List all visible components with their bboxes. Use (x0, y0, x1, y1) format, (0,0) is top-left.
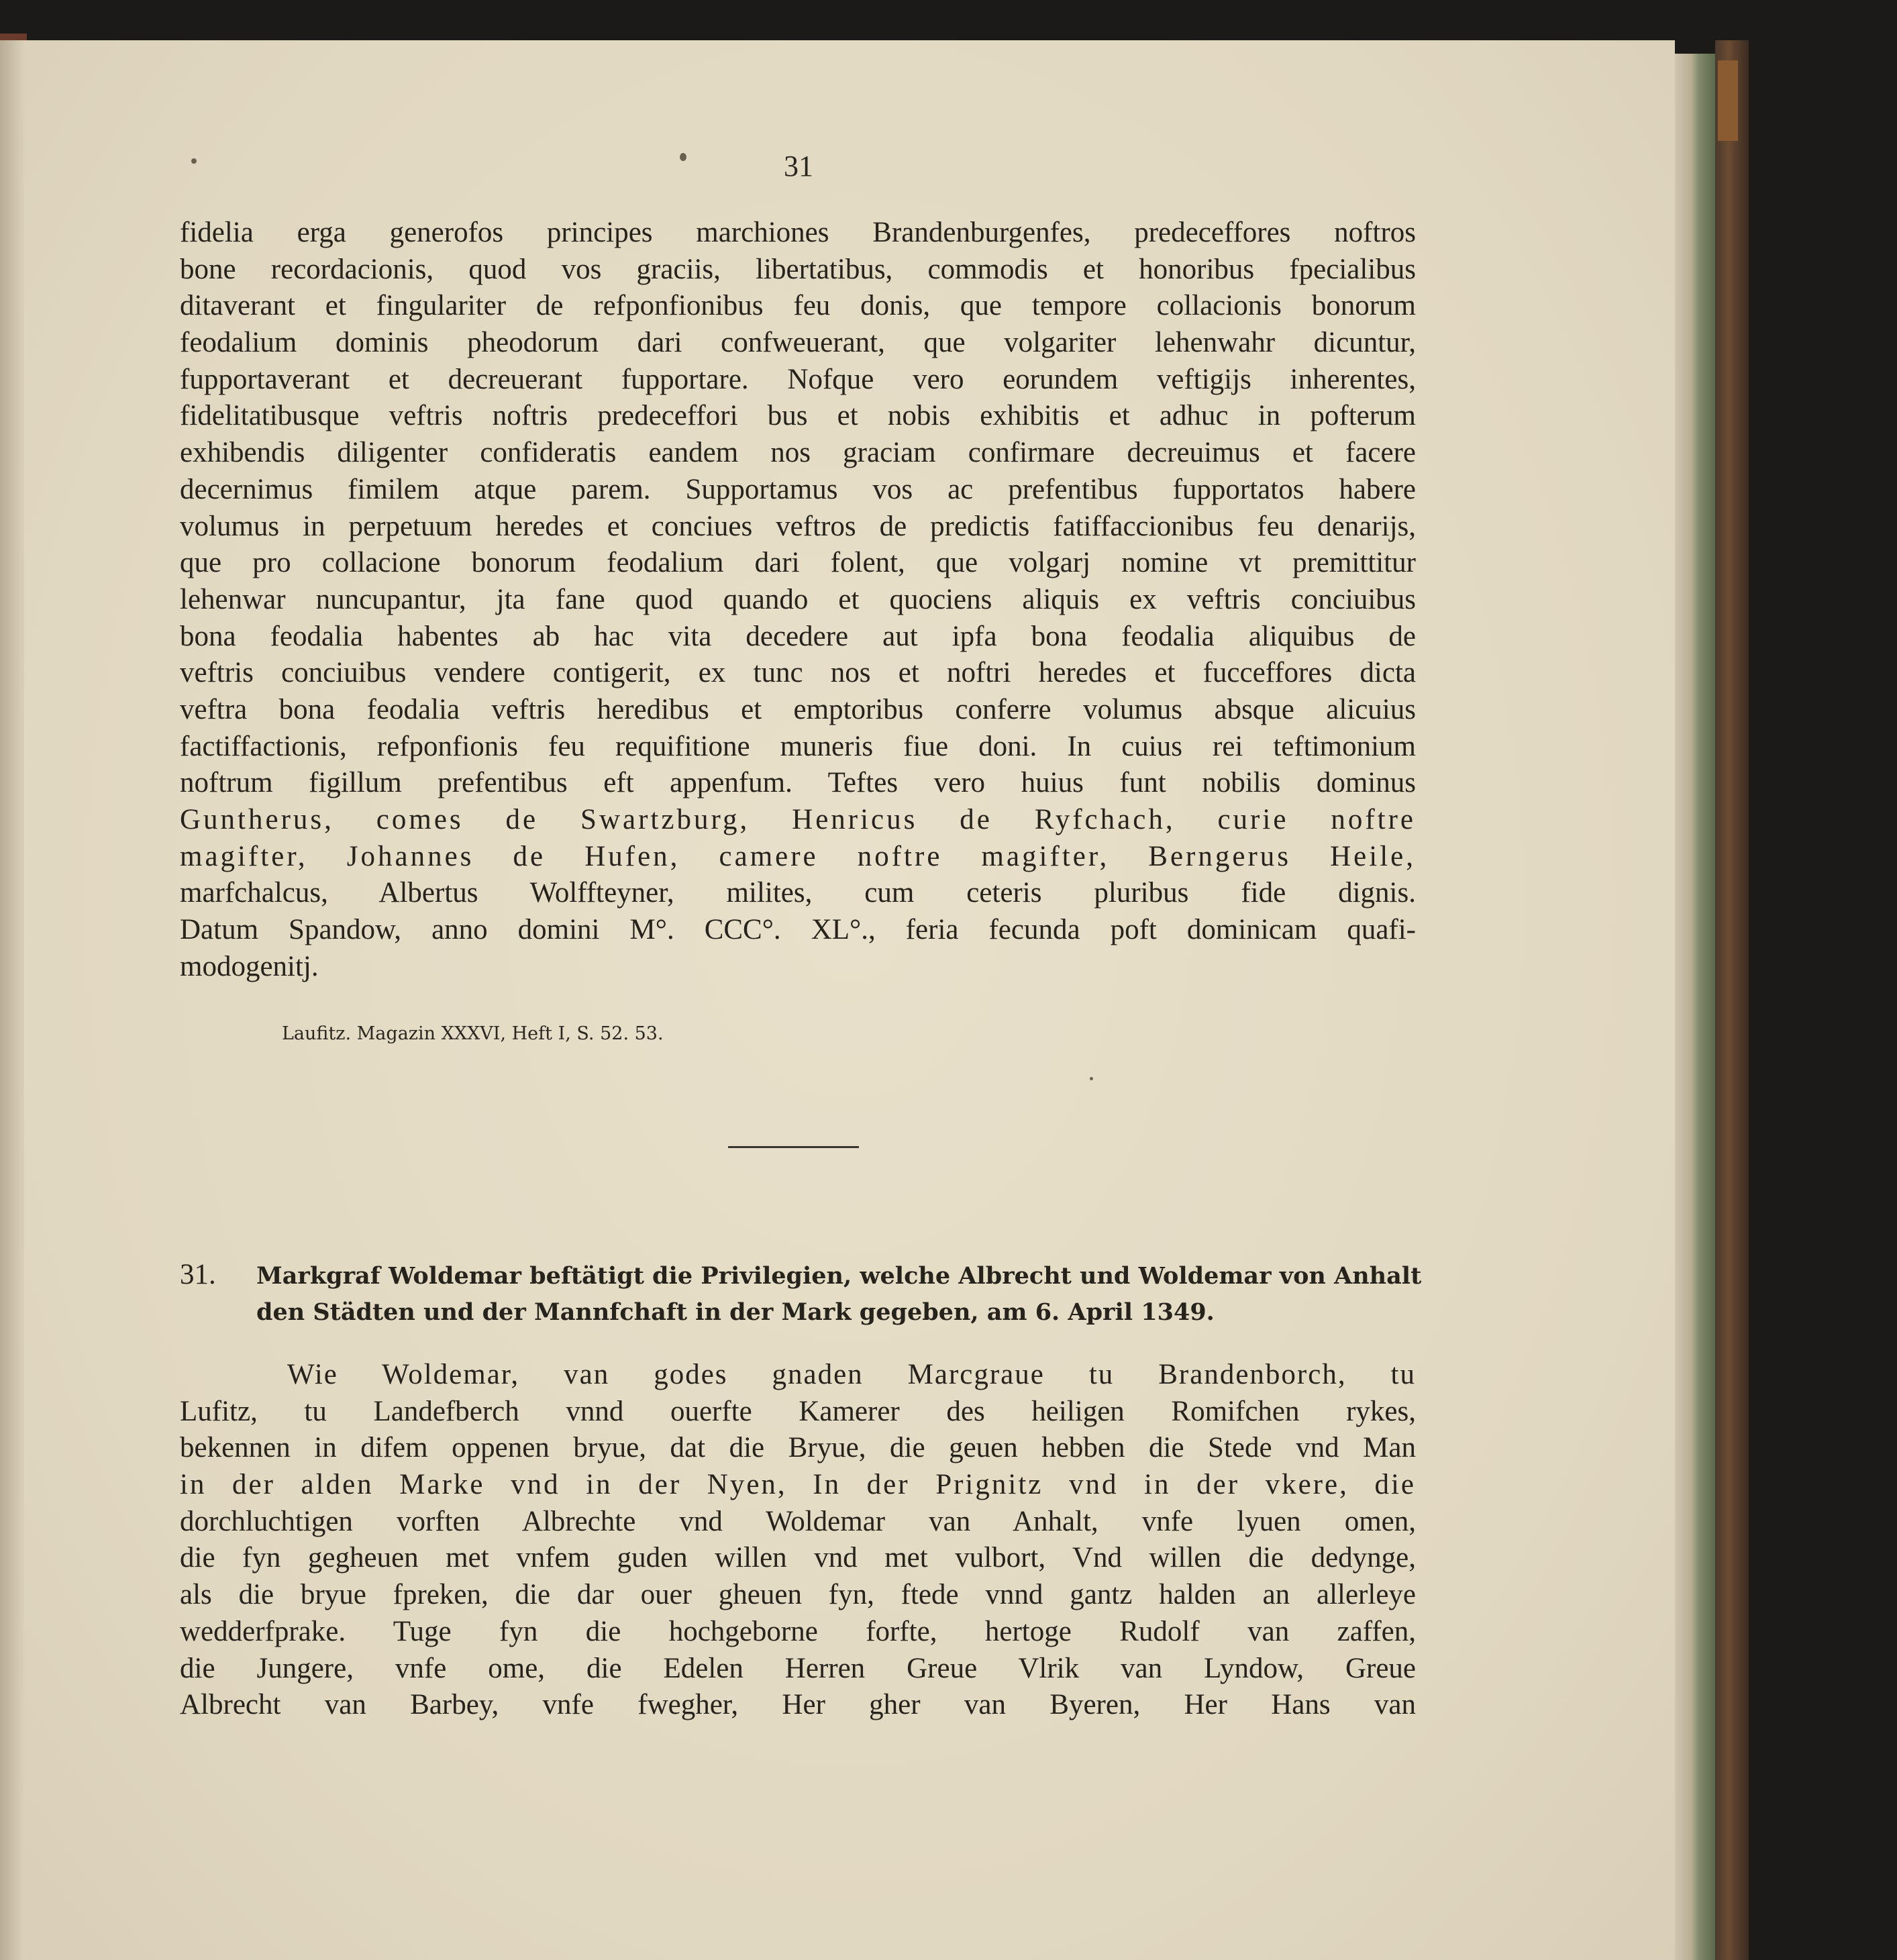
text-line: wedderfprake. Tuge fyn die hochgeborne forfte, hertoge Rudolf van zaffen, (180, 1615, 1416, 1647)
text-line: Guntherus, comes de Swartzburg, Henricus de Ryfchach, curie noftre (180, 804, 1416, 835)
text-line: noftrum figillum prefentibus eft appenfum. Teftes vero huius funt nobilis dominus (180, 767, 1416, 799)
text-line-content: Wie Woldemar, van godes gnaden Marcgraue tu Brandenborch, tu (287, 1359, 1416, 1390)
text-line: decernimus fimilem atque parem. Supportamus vos ac prefentibus fupportatos habere (180, 473, 1416, 505)
heading-line-1 (180, 1256, 1422, 1294)
text-line: Datum Spandow, anno domini M°. CCC°. XL°., feria fecunda poft dominicam quafi- (180, 914, 1416, 946)
text-line: marfchalcus, Albertus Wolffteyner, milites, cum ceteris pluribus fide dignis. (180, 877, 1416, 909)
text-line: volumus in perpetuum heredes et conciues veftros de predictis fatiffaccionibus feu denarijs, (180, 510, 1416, 542)
heading-line-2 (180, 1294, 1416, 1331)
text-line: veftris conciuibus vendere contigerit, ex tunc nos et noftri heredes et fucceffores dicta (180, 657, 1416, 689)
text-line: als die bryue fpreken, die dar ouer gheuen fyn, ftede vnnd gantz halden an allerleye (180, 1579, 1416, 1611)
text-line: die fyn gegheuen met vnfem guden willen vnd met vulbort, Vnd willen die dedynge, (180, 1542, 1416, 1574)
charter-text-new (180, 1357, 1416, 1724)
text-line: Lufitz, tu Landefberch vnnd ouerfte Kamerer des heiligen Romifchen rykes, (180, 1395, 1416, 1427)
text-line: dorchluchtigen vorften Albrechte vnd Woldemar van Anhalt, vnfe lyuen omen, (180, 1505, 1416, 1537)
text-line: magifter, Johannes de Hufen, camere noftre magifter, Berngerus Heile, (180, 840, 1416, 872)
text-line: bona feodalia habentes ab hac vita decedere aut ipfa bona feodalia aliquibus de (180, 620, 1416, 652)
text-line: bekennen in difem oppenen bryue, dat die Bryue, die geuen hebben die Stede vnd Man (180, 1432, 1416, 1464)
paper-speck (680, 153, 686, 161)
text-line (180, 1357, 1416, 1394)
heading-text: Markgraf Woldemar beftätigt die Privilegien, welche Albrecht und Woldemar von Anhalt (256, 1262, 1422, 1290)
page-number: 31 (784, 150, 813, 183)
text-line: die Jungere, vnfe ome, die Edelen Herren Greue Vlrik van Lyndow, Greue (180, 1652, 1416, 1684)
text-line: veftra bona feodalia veftris heredibus et emptoribus conferre volumus absque alicuius (180, 693, 1416, 725)
text-line: fidelia erga generofos principes marchiones Brandenburgenfes, predeceffores noftros (180, 217, 1416, 248)
text-line: Albrecht van Barbey, vnfe fwegher, Her gher van Byeren, Her Hans van (180, 1689, 1416, 1721)
text-line: bone recordacionis, quod vos graciis, libertatibus, commodis et honoribus fpecialibus (180, 253, 1416, 285)
paper-speck (1090, 1077, 1093, 1080)
document-heading (180, 1256, 1422, 1331)
text-line: modogenitj. (180, 950, 319, 982)
text-line: in der alden Marke vnd in der Nyen, In der Prignitz vnd in der vkere, die (180, 1469, 1416, 1501)
right-book-cover (1715, 40, 1749, 1960)
previous-page-edge (0, 40, 24, 1960)
charter-text-continued (180, 215, 1416, 985)
text-line: factiffactionis, refponfionis feu requifitione muneris fiue doni. In cuius rei teftimonium (180, 730, 1416, 762)
source-citation: Laufitz. Magazin XXXVI, Heft I, S. 52. 53. (282, 1023, 664, 1044)
text-line: que pro collacione bonorum feodalium dari folent, que volgarj nomine vt premittitur (180, 547, 1416, 579)
text-line: feodalium dominis pheodorum dari confweuerant, que volgariter lehenwahr dicuntur, (180, 327, 1416, 359)
page-stack-edge (1675, 54, 1715, 1960)
heading-text: den Städten und der Mannfchaft in der Mark gegeben, am 6. April 1349. (256, 1298, 1215, 1326)
cover-corner-wear (1718, 60, 1738, 141)
paper-speck (191, 158, 197, 164)
document-number: 31. (180, 1259, 216, 1290)
text-line: ditaverant et fingulariter de refponfionibus feu donis, que tempore collacionis bonorum (180, 290, 1416, 322)
text-line: fidelitatibusque veftris noftris predeceffori bus et nobis exhibitis et adhuc in pofterum (180, 400, 1416, 432)
text-line: lehenwar nuncupantur, jta fane quod quando et quociens aliquis ex veftris conciuibus (180, 583, 1416, 615)
section-divider (728, 1146, 859, 1148)
text-line: exhibendis diligenter confideratis eandem nos graciam confirmare decreuimus et facere (180, 437, 1416, 469)
text-line: fupportaverant et decreuerant fupportare. Nofque vero eorundem veftigijs inherentes, (180, 363, 1416, 395)
